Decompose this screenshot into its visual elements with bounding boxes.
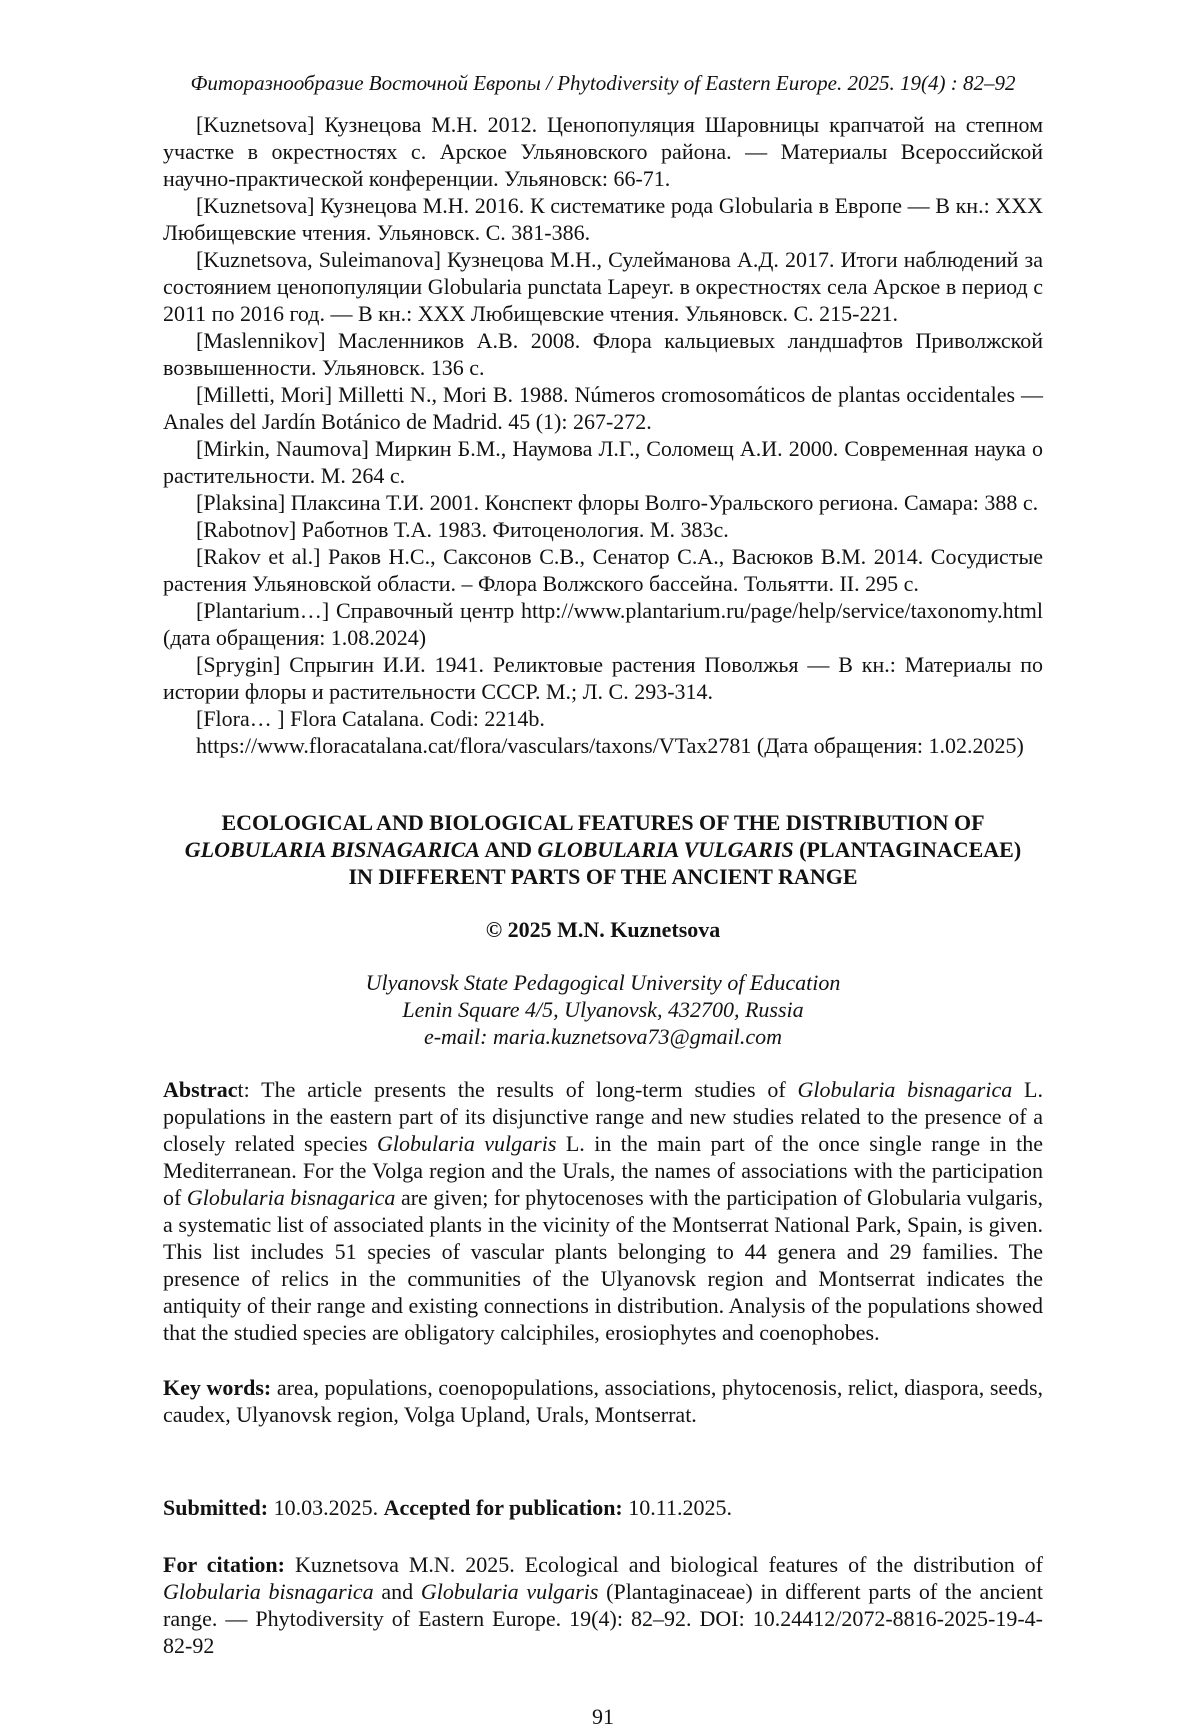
reference-entry: [Milletti, Mori] Milletti N., Mori B. 1988. Números cromosomáticos de plantas occidentales — Anales del Jardín Botánico de Madrid. 45 (1): 267-272.: [163, 382, 1043, 434]
references-section: [163, 111, 1043, 759]
reference-entry: [Mirkin, Naumova] Миркин Б.М., Наумова Л.Г., Соломещ А.И. 2000. Современная наука о растительности. М. 264 с.: [163, 436, 1043, 488]
article-title: ECOLOGICAL AND BIOLOGICAL FEATURES OF THE DISTRIBUTION OF GLOBULARIA BISNAGARICA AND GLOBULARIA VULGARIS (PLANTAGINACEAE) IN DIFFERENT PARTS OF THE ANCIENT RANGE: [184, 810, 1022, 889]
reference-entry: [Flora… ] Flora Catalana. Codi: 2214b.: [196, 706, 545, 731]
reference-entry: [Plaksina] Плаксина Т.И. 2001. Конспект флоры Волго-Уральского региона. Самара: 388 с.: [196, 490, 1039, 515]
affiliation-email: e-mail: maria.kuznetsova73@gmail.com: [423, 1024, 783, 1049]
reference-entry: [Plantarium…] Справочный центр http://www.plantarium.ru/page/help/service/taxonomy.html (дата обращения: 1.08.2024): [163, 598, 1043, 650]
reference-url-line: https://www.floracatalana.cat/flora/vasculars/taxons/VTax2781 (Дата обращения: 1.02.2025): [196, 733, 1024, 758]
for-citation-paragraph: For citation: Kuznetsova M.N. 2025. Ecological and biological features of the distribution of Globularia bisnagarica and Globularia vulgaris (Plantaginaceae) in different parts of the ancient range. — Phytodiversity of Eastern Europe. 19(4): 82–92. DOI: 10.24412/2072-8816-2025-19-4-82-92: [163, 1552, 1044, 1658]
submission-dates-line: Submitted: 10.03.2025. Accepted for publication: 10.11.2025.: [163, 1495, 732, 1520]
reference-entry: [Rabotnov] Работнов Т.А. 1983. Фитоценология. М. 383с.: [196, 517, 729, 542]
running-head: Фиторазнообразие Восточной Европы / Phytodiversity of Eastern Europe. 2025. 19(4) : 82–92: [190, 71, 1016, 95]
abstract-paragraph: Abstract: The article presents the results of long-term studies of Globularia bisnagarica L. populations in the eastern part of its disjunctive range and new studies related to the presence of a closely related species Globularia vulgaris L. in the main part of the once single range in the Mediterranean. For the Volga region and the Urals, the names of associations with the participation of Globularia bisnagarica are given; for phytocenoses with the participation of Globularia vulgaris, a systematic list of associated plants in the vicinity of the Montserrat National Park, Spain, is given. This list includes 51 species of vascular plants belonging to 44 genera and 29 families. The presence of relics in the communities of the Ulyanovsk region and Montserrat indicates the antiquity of their range and existing connections in distribution. Analysis of the populations showed that the studied species are obligatory calciphiles, erosiophytes and coenophobes.: [163, 1077, 1044, 1345]
reference-entry: [Maslennikov] Масленников А.В. 2008. Флора кальциевых ландшафтов Приволжской возвышенности. Ульяновск. 136 с.: [163, 328, 1043, 380]
affiliation-line: Ulyanovsk State Pedagogical University of Education: [365, 970, 841, 995]
affiliation-line: Lenin Square 4/5, Ulyanovsk, 432700, Russia: [402, 997, 804, 1022]
reference-entry: [Rakov et al.] Раков Н.С., Саксонов С.В., Сенатор С.А., Васюков В.М. 2014. Сосудистые растения Ульяновской области. – Флора Волжского бассейна. Тольятти. II. 295 с.: [163, 544, 1043, 596]
page-number: 91: [592, 1704, 614, 1729]
copyright-line: © 2025 M.N. Kuznetsova: [485, 917, 721, 942]
reference-entry: [Kuznetsova] Кузнецова М.Н. 2012. Ценопопуляция Шаровницы крапчатой на степном участке в окрестностях с. Арское Ульяновского района. — Материалы Всероссийской научно-практической конференции. Ульяновск: 66-71.: [163, 112, 1043, 191]
reference-entry: [Kuznetsova, Suleimanova] Кузнецова М.Н., Сулейманова А.Д. 2017. Итоги наблюдений за состоянием ценопопуляции Globularia punctata Lapeyr. в окрестностях села Арское в период с 2011 по 2016 год. — В кн.: XXX Любищевские чтения. Ульяновск. С. 215-221.: [163, 247, 1043, 326]
reference-entry: [Sprygin] Спрыгин И.И. 1941. Реликтовые растения Поволжья — В кн.: Материалы по истории флоры и растительности СССР. М.; Л. С. 293-314.: [163, 652, 1043, 704]
affiliation-block: [163, 969, 1043, 1050]
reference-entry: [Kuznetsova] Кузнецова М.Н. 2016. К систематике рода Globularia в Европе — В кн.: XXX Любищевские чтения. Ульяновск. С. 381-386.: [163, 193, 1043, 245]
keywords-paragraph: Key words: area, populations, coenopopulations, associations, phytocenosis, relict, diaspora, seeds, caudex, Ulyanovsk region, Volga Upland, Urals, Montserrat.: [163, 1375, 1044, 1427]
